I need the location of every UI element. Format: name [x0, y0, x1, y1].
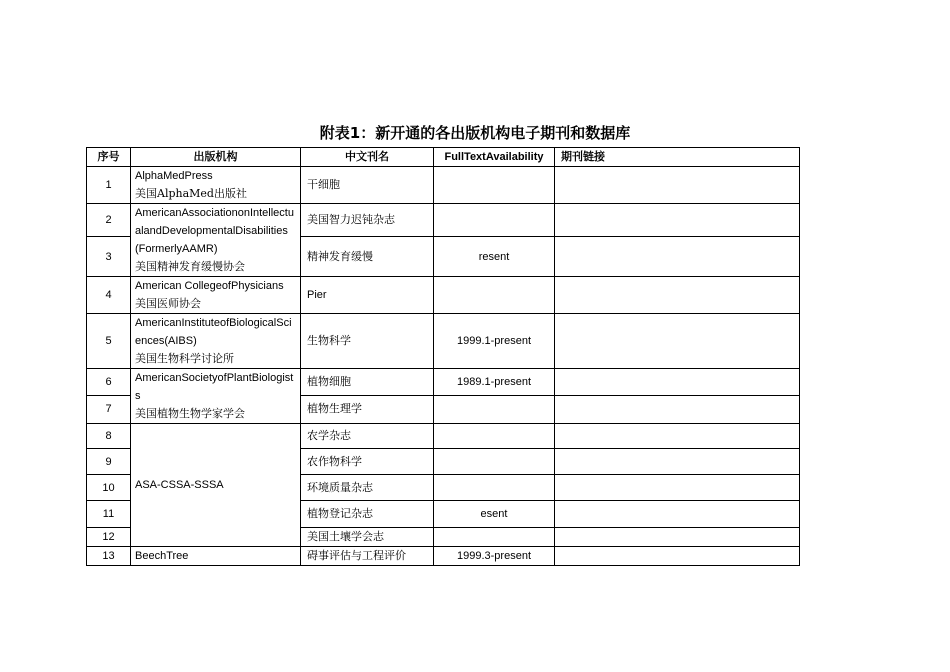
publisher-cn: 美国AlphaMed出版社 [135, 187, 247, 200]
publisher-en: BeechTree [135, 550, 189, 562]
link-cell [555, 369, 800, 396]
publisher-cn: 美国生物科学讨论所 [135, 352, 234, 365]
table-row [87, 167, 800, 204]
row-index: 1 [87, 167, 131, 204]
link-cell [555, 501, 800, 528]
availability-cell [434, 167, 555, 204]
header-cn-title: 中文刊名 [301, 148, 434, 167]
row-index: 2 [87, 204, 131, 237]
row-index: 12 [87, 528, 131, 547]
availability-cell: 1989.1-present [434, 369, 555, 396]
cn-title-cell: 植物细胞 [301, 369, 434, 396]
link-cell [555, 167, 800, 204]
row-index: 4 [87, 277, 131, 314]
availability-cell [434, 395, 555, 423]
publisher-cell [131, 277, 301, 314]
cn-title-cell: 农学杂志 [301, 424, 434, 449]
cn-title-cell: 农作物科学 [301, 449, 434, 475]
document-title: 附表1：新开通的各出版机构电子期刊和数据库 [319, 124, 631, 142]
row-index: 10 [87, 475, 131, 501]
publisher-cell [131, 167, 301, 204]
publisher-cell [131, 314, 301, 369]
link-cell [555, 277, 800, 314]
row-index: 11 [87, 501, 131, 528]
availability-cell [434, 277, 555, 314]
publisher-cell [131, 204, 301, 277]
cn-title-cell: 生物科学 [301, 314, 434, 369]
publisher-en: AlphaMedPress [135, 170, 213, 182]
row-index: 13 [87, 547, 131, 566]
table-row [87, 204, 800, 237]
cn-title-cell: Pier [301, 277, 434, 314]
availability-cell [434, 449, 555, 475]
availability-cell: 1999.1-present [434, 314, 555, 369]
link-cell [555, 395, 800, 423]
publisher-cell [131, 369, 301, 424]
publisher-en: AmericanSocietyofPlantBiologists [135, 372, 294, 402]
cn-title-cell: 植物生理学 [301, 395, 434, 423]
cn-title-cell: 精神发育缓慢 [301, 237, 434, 277]
header-availability: FullTextAvailability [434, 148, 555, 167]
row-index: 7 [87, 395, 131, 423]
availability-cell [434, 204, 555, 237]
availability-cell [434, 528, 555, 547]
publisher-cell [131, 424, 301, 547]
publisher-en: American CollegeofPhysicians [135, 280, 284, 292]
publisher-cn: 美国医师协会 [135, 297, 201, 310]
cn-title-cell: 碍事评估与工程评价 [301, 547, 434, 566]
cn-title-cell: 美国土壤学会志 [301, 528, 434, 547]
publisher-cell [131, 547, 301, 566]
link-cell [555, 204, 800, 237]
publisher-cn: 美国植物生物学家学会 [135, 407, 245, 420]
row-index: 6 [87, 369, 131, 396]
cn-title-cell: 环境质量杂志 [301, 475, 434, 501]
link-cell [555, 314, 800, 369]
table-row [87, 314, 800, 369]
availability-cell [434, 424, 555, 449]
table-row [87, 547, 800, 566]
link-cell [555, 528, 800, 547]
row-index: 3 [87, 237, 131, 277]
table-header-row [87, 148, 800, 167]
table-row [87, 277, 800, 314]
cn-title-cell: 植物登记杂志 [301, 501, 434, 528]
publisher-en: ASA-CSSA-SSSA [135, 479, 224, 491]
publisher-en: AmericanInstituteofBiologicalSciences(AIBS) [135, 317, 292, 347]
availability-cell: 1999.3-present [434, 547, 555, 566]
link-cell [555, 547, 800, 566]
row-index: 8 [87, 424, 131, 449]
link-cell [555, 449, 800, 475]
availability-cell: esent [434, 501, 555, 528]
table-row [87, 369, 800, 396]
header-link: 期刊链接 [555, 148, 800, 167]
journal-table [86, 147, 800, 566]
header-index: 序号 [87, 148, 131, 167]
availability-cell: resent [434, 237, 555, 277]
link-cell [555, 475, 800, 501]
publisher-en: AmericanAssociationonIntellectualandDevelopmentalDisabilities(FormerlyAAMR) [135, 207, 294, 255]
publisher-cn: 美国精神发育缓慢协会 [135, 260, 245, 273]
row-index: 5 [87, 314, 131, 369]
header-publisher: 出版机构 [131, 148, 301, 167]
cn-title-cell: 美国智力迟钝杂志 [301, 204, 434, 237]
table-row [87, 424, 800, 449]
availability-cell [434, 475, 555, 501]
link-cell [555, 424, 800, 449]
link-cell [555, 237, 800, 277]
cn-title-cell: 干细胞 [301, 167, 434, 204]
row-index: 9 [87, 449, 131, 475]
